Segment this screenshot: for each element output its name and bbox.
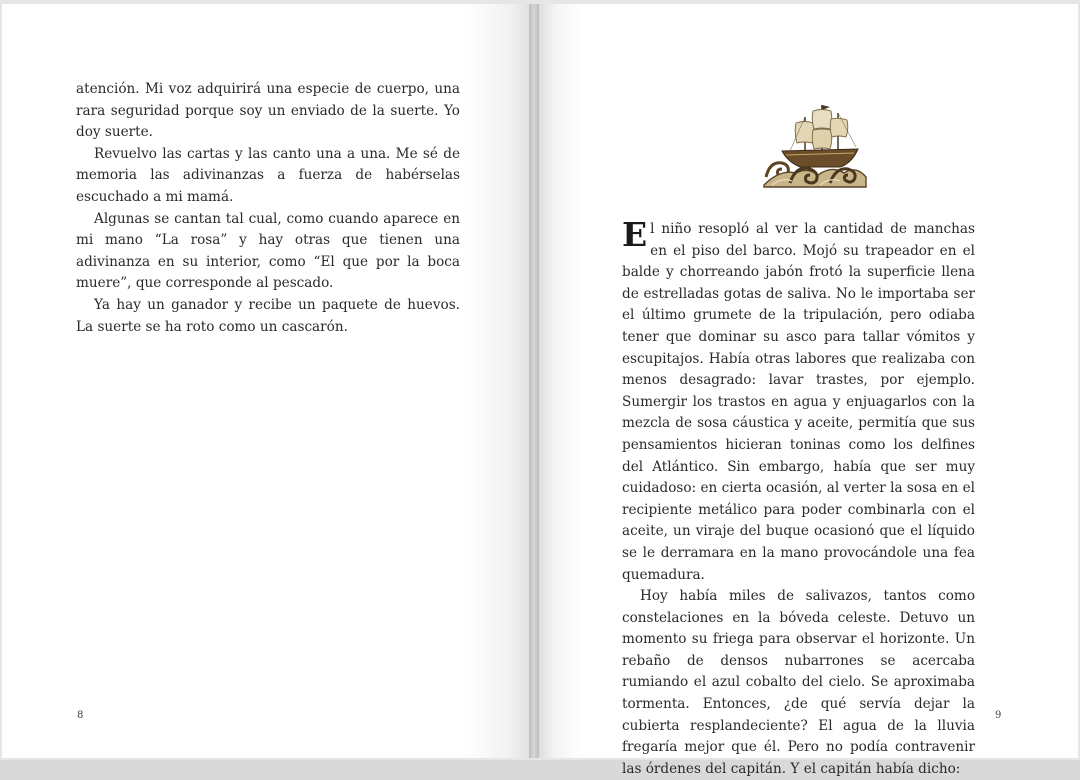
paragraph: Ya hay un ganador y recibe un paquete de huevos. La suerte se ha roto como un cascarón. — [76, 296, 460, 335]
sailing-ship-illustration — [760, 99, 870, 189]
paragraph: Algunas se cantan tal cual, como cuando aparece en mi mano “La rosa” y hay otras que tienen una adivinanza en su interior, como “El que por la boca muere”, que corresponde al pescado. — [76, 210, 460, 292]
left-page-text — [76, 79, 460, 338]
paragraph — [622, 215, 975, 586]
paragraph: Revuelvo las cartas y las canto una a una. Me sé de memoria las adivinanzas a fuerza de habérselas escuchado a mi mamá. — [76, 145, 460, 205]
right-page-text — [622, 215, 975, 780]
right-page — [539, 4, 1078, 777]
book-gutter — [529, 4, 539, 758]
drop-cap: E — [622, 215, 648, 254]
page-number: 8 — [77, 710, 84, 721]
page-number: 9 — [995, 710, 1002, 721]
paragraph-body: l niño resopló al ver la cantidad de manchas en el piso del barco. Mojó su trapeador en el balde y chorreando jabón frotó la superficie llena de estrelladas gotas de saliva. No le importaba ser el último grumete de la tripulación, pero odiaba tener que dominar su asco para tallar vómitos y escupitajos. Había otras labores que realizaba con menos desagrado: lavar trastes, por ejemplo. Sumergir los trastos en agua y enjuagarlos con la mezcla de sosa cáustica y aceite, permitía que sus pensamientos hicieran toninas como los delfines del Atlántico. Sin embargo, había que ser muy cuidadoso: en cierta ocasión, al verter la sosa en el recipiente metálico para poder combinarla con el aceite, un viraje del buque ocasionó que el líquido se le derramara en la mano provocándole una fea quemadura. — [622, 221, 975, 583]
paragraph: Hoy había miles de salivazos, tantos como constelaciones en la bóveda celeste. Detuvo un momento su friega para observar el horizonte. Un rebaño de densos nubarrones se acercaba rumiando el azul cobalto del cielo. Se aproximaba tormenta. Entonces, ¿de qué servía dejar la cubierta resplandeciente? El agua de la lluvia fregaría mejor que él. Pero no podía contravenir las órdenes del capitán. Y el capitán había dicho: — [622, 588, 975, 777]
paragraph: atención. Mi voz adquirirá una especie de cuerpo, una rara seguridad porque soy un enviado de la suerte. Yo doy suerte. — [76, 81, 460, 141]
left-page — [2, 4, 529, 758]
